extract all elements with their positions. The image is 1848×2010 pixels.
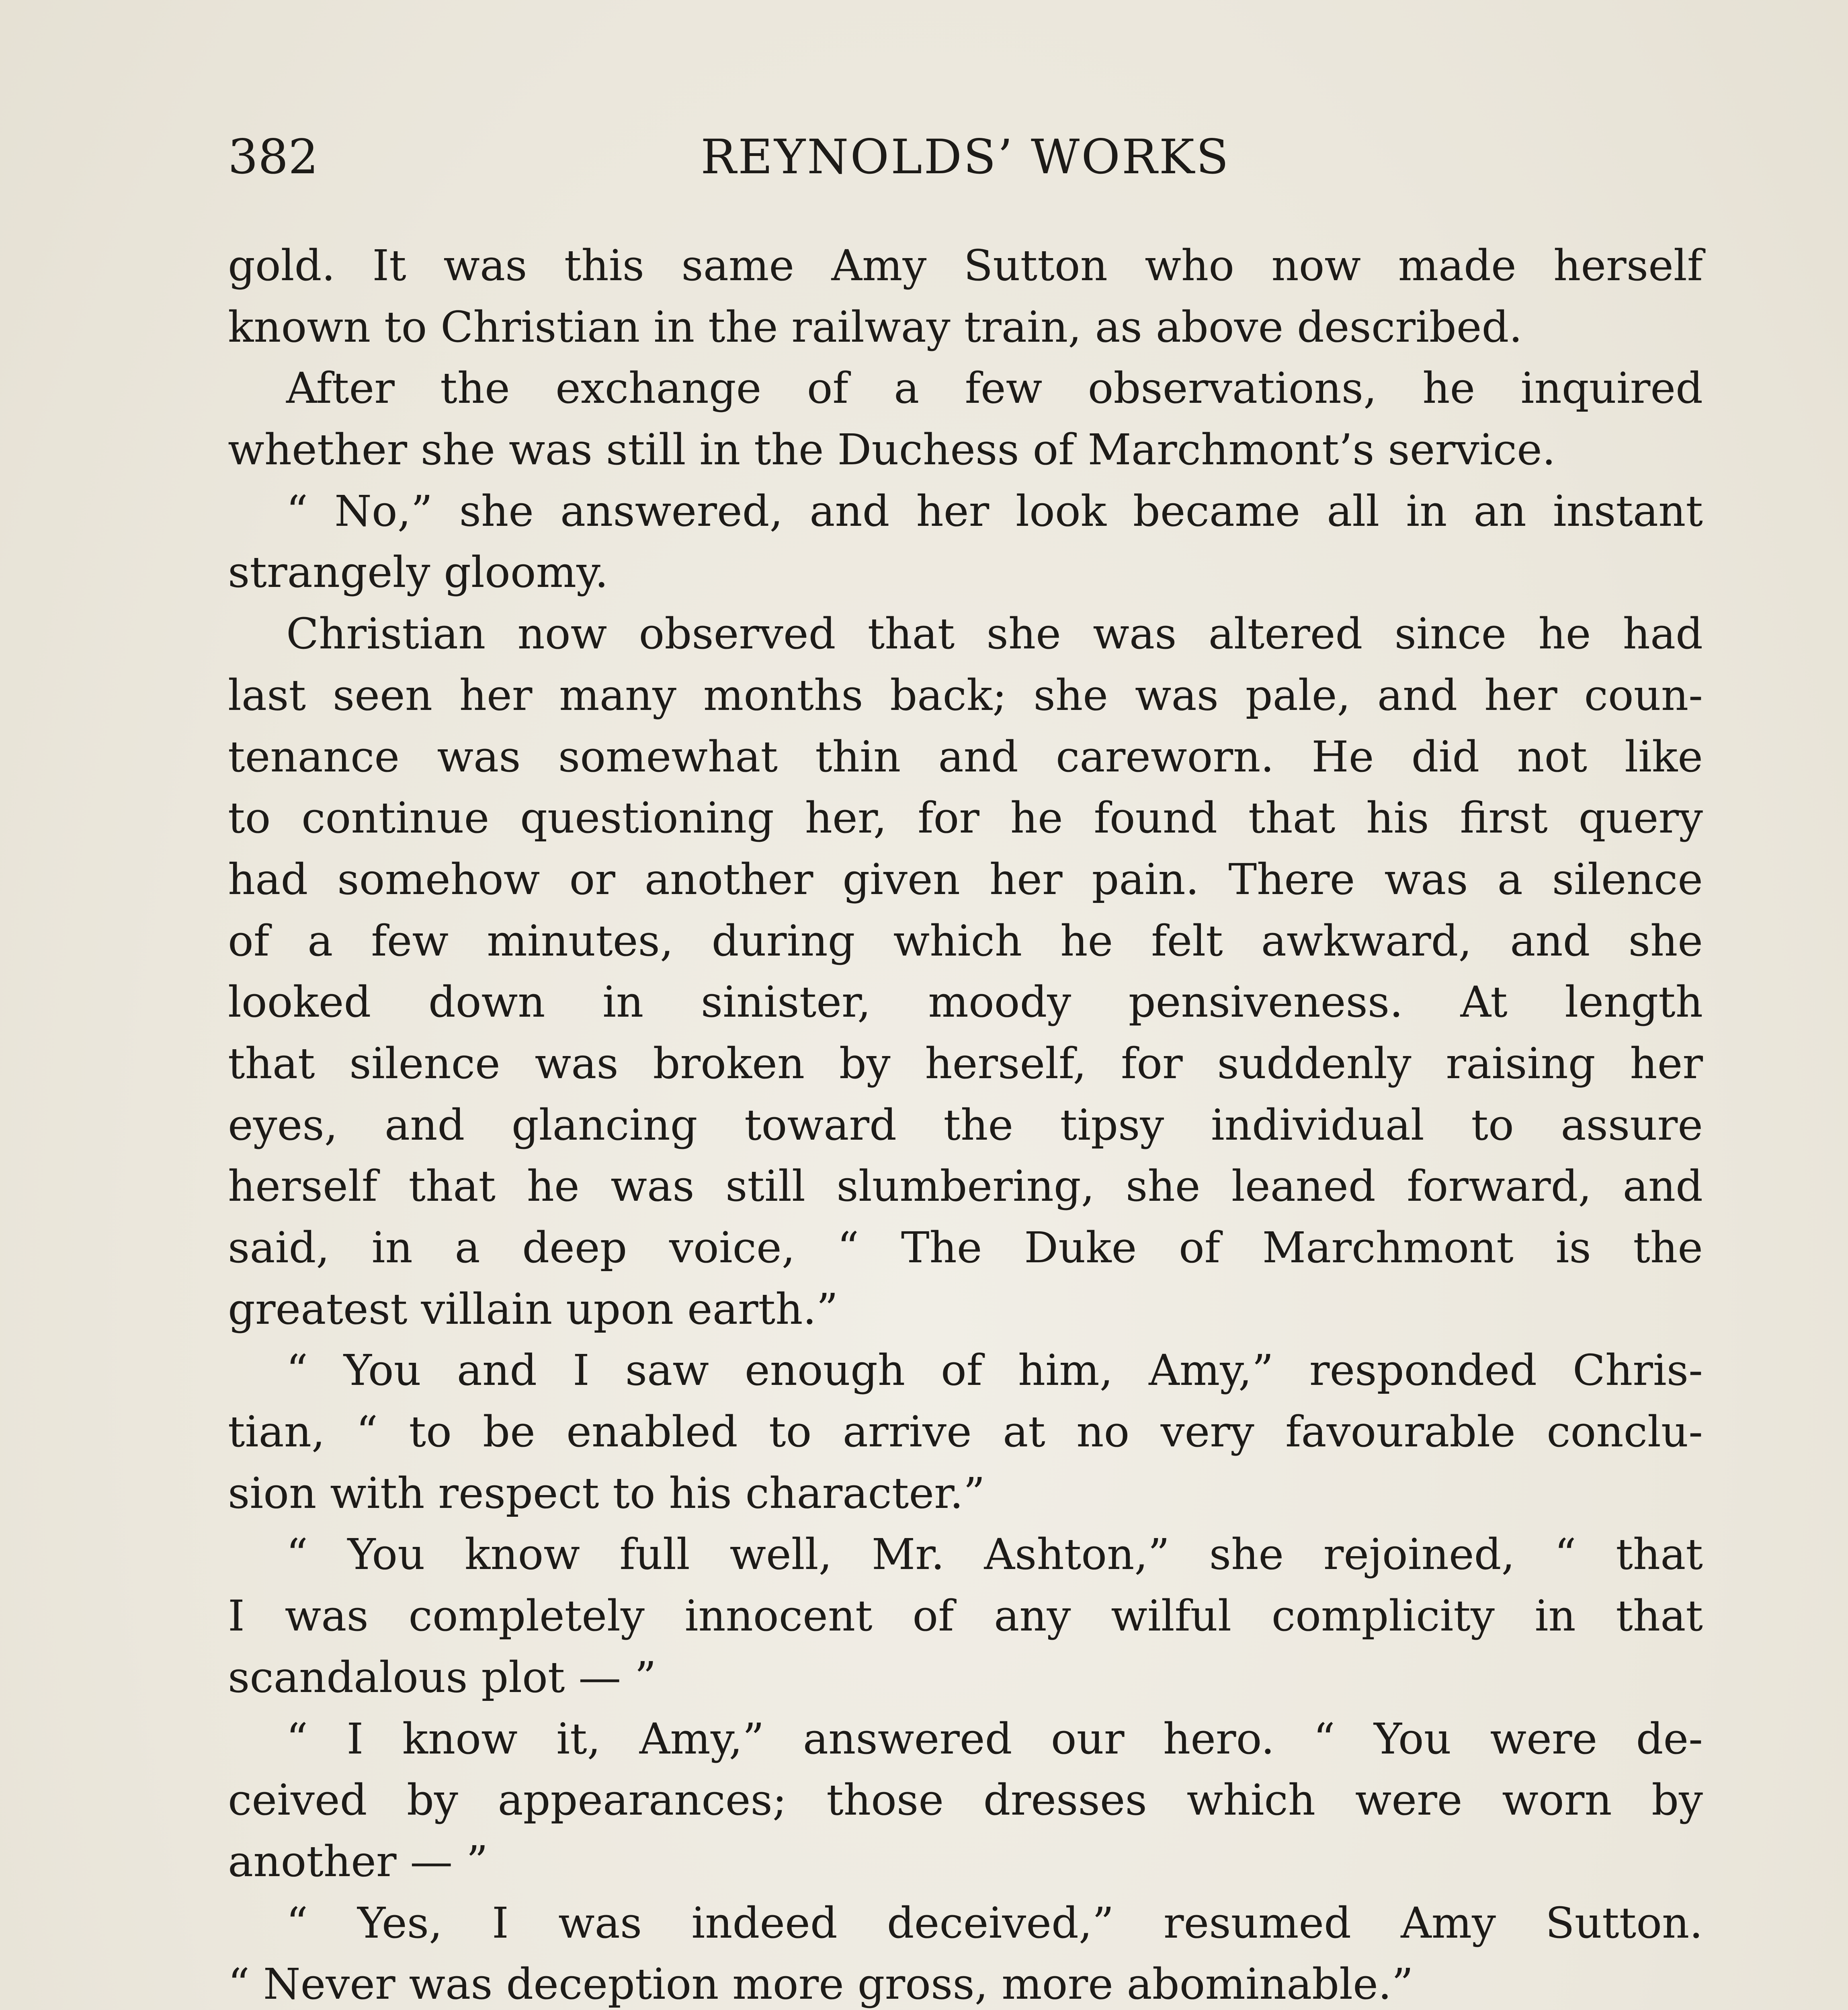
text-line: After the exchange of a few observations, he inquired [286,363,1703,413]
text-line: “ No,” she answered, and her look became all in an instant [286,486,1703,536]
text-line: looked down in sinister, moody pensiveness. At length [228,977,1703,1027]
page-header [228,121,1703,193]
text-line: “ Yes, I was indeed deceived,” resumed Amy Sutton. [286,1898,1703,1948]
text-line: greatest villain upon earth.” [228,1284,838,1334]
body-text [228,235,1703,2010]
text-line: eyes, and glancing toward the tipsy individual to assure [228,1100,1703,1150]
text-line: tenance was somewhat thin and careworn. He did not like [228,732,1703,781]
text-line: known to Christian in the railway train, as above described. [228,302,1522,352]
text-line: said, in a deep voice, “ The Duke of Marchmont is the [228,1223,1703,1272]
text-line: Christian now observed that she was altered since he had [286,609,1703,659]
text-line: another — ” [228,1836,488,1886]
text-line: I was completely innocent of any wilful complicity in that [228,1591,1703,1641]
text-line: last seen her many months back; she was pale, and her coun- [228,670,1703,720]
text-line: tian, “ to be enabled to arrive at no very favourable conclu- [228,1407,1703,1457]
text-line: whether she was still in the Duchess of Marchmont’s service. [228,425,1556,475]
text-line: “ You know full well, Mr. Ashton,” she rejoined, “ that [286,1530,1703,1579]
text-line: “ You and I saw enough of him, Amy,” responded Chris- [286,1345,1703,1395]
text-line: had somehow or another given her pain. There was a silence [228,854,1703,904]
text-line: scandalous plot — ” [228,1652,657,1702]
running-head: REYNOLDS’ WORKS [701,129,1230,185]
text-line: herself that he was still slumbering, she leaned forward, and [228,1161,1703,1211]
text-line: strangely gloomy. [228,548,608,597]
page-number: 382 [228,129,319,185]
text-line: of a few minutes, during which he felt awkward, and she [228,916,1703,966]
text-line: sion with respect to his character.” [228,1468,985,1518]
text-line: “ I know it, Amy,” answered our hero. “ You were de- [286,1714,1703,1764]
text-line: ceived by appearances; those dresses which were worn by [228,1775,1703,1825]
text-line: that silence was broken by herself, for suddenly raising her [228,1038,1703,1088]
text-line: to continue questioning her, for he found that his first query [228,793,1703,843]
text-line: gold. It was this same Amy Sutton who now made herself [228,241,1703,290]
text-line: “ Never was deception more gross, more abominable.” [228,1959,1414,2009]
